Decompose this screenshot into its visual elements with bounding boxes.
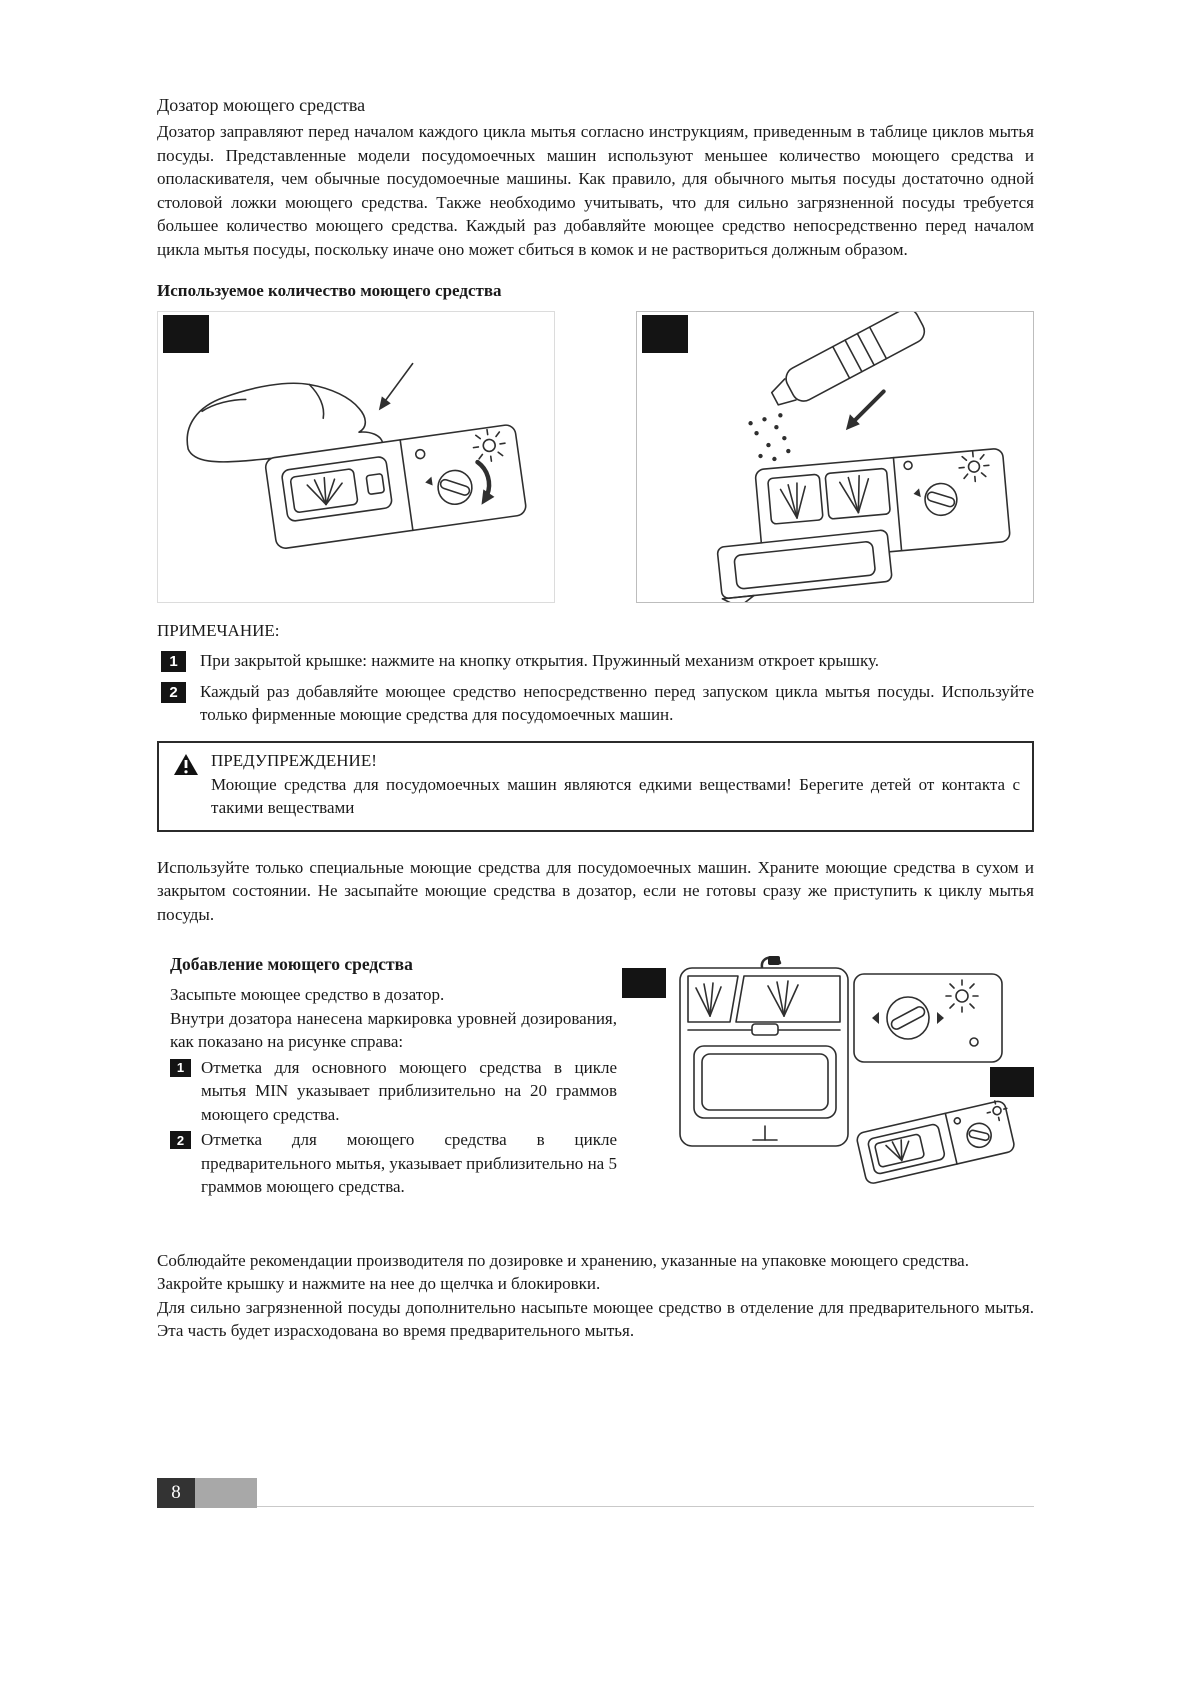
dispenser-closed-small: [855, 1099, 1016, 1185]
page-footer: [157, 1478, 1034, 1510]
figure-press-button-illustration: [158, 312, 554, 602]
note-1-badge: 1: [161, 651, 186, 672]
detergent-note-paragraph: Используйте только специальные моющие средства для посудомоечных машин. Храните моющие средства в сухом и закрытом состоянии. Не засыпайте моющие средства в дозатор, если не готовы сразу же приступить к циклу мытья посуды.: [157, 857, 1034, 924]
adding-1-badge: 1: [170, 1059, 191, 1077]
note-title: ПРИМЕЧАНИЕ:: [157, 621, 280, 640]
page-number: 8: [157, 1478, 195, 1508]
note-item-2: [157, 680, 1034, 727]
page-number-bar: [195, 1478, 257, 1508]
figures-row: [157, 311, 1034, 603]
figure-2-marker: [642, 315, 688, 353]
adding-text-column: [157, 954, 617, 1199]
closing-paragraphs: [157, 1249, 1034, 1343]
detergent-bottle: [766, 312, 928, 414]
adding-section: [157, 954, 1034, 1199]
page-content: [157, 95, 1034, 1343]
adding-2-text: Отметка для моющего средства в цикле предварительного мытья, указывает приблизительно на 5 граммов моющего средства.: [201, 1130, 617, 1196]
figure-press-button: [157, 311, 555, 603]
lid-hook: [762, 956, 780, 967]
note-1-text: При закрытой крышке: нажмите на кнопку открытия. Пружинный механизм откроет крышку.: [200, 651, 880, 670]
warning-box: [157, 741, 1034, 832]
dispenser-open-front: [680, 956, 848, 1146]
control-panel: [854, 974, 1002, 1062]
warning-title: ПРЕДУПРЕЖДЕНИЕ!: [211, 750, 377, 770]
arrow-down-icon: [379, 364, 413, 411]
closing-p2: Закройте крышку и нажмите на нее до щелчка и блокировки.: [157, 1274, 601, 1293]
adding-title: Добавление моющего средства: [170, 954, 413, 974]
adding-item-2: [170, 1128, 617, 1199]
note-item-1: [157, 649, 1034, 673]
adding-1-text: Отметка для основного моющего средства в цикле мытья MIN указывает приблизительно на 20 граммов моющего средства.: [201, 1057, 617, 1124]
dosage-marking-illustration: [622, 954, 1034, 1186]
section-title-dispenser: Дозатор моющего средства: [157, 95, 366, 115]
closing-p1: Соблюдайте рекомендации производителя по дозировке и хранению, указанные на упаковке моющего средства.: [157, 1250, 969, 1270]
warning-text-column: [211, 751, 1020, 820]
footer-rule: [257, 1506, 1034, 1507]
adding-2-badge: 2: [170, 1131, 191, 1149]
warning-triangle-icon: [173, 751, 211, 820]
note-2-text: Каждый раз добавляйте моющее средство непосредственно перед запуском цикла мытья посуды. Используйте только фирменные моющие средства для посудомоечных машин.: [200, 681, 1034, 724]
marking-callout-left: [622, 968, 666, 998]
dispenser-paragraph: Дозатор заправляют перед началом каждого цикла мытья согласно инструкциям, приведенным в таблице циклов мытья посуды. Представленные модели посудомоечных машин используют меньшее количество моющего средства и ополаскивателя, чем обычные посудомоечные машины. Как правило, для обычного мытья посуды достаточно одной столовой ложки моющего средства. Также необходимо учитывать, что для сильно загрязненной посуды требуется большее количество моющего средства. Каждый раз добавляйте моющее средство непосредственно перед началом цикла мытья посуды, поскольку иначе оно может сбиться в комок и не раствориться должным образом.: [157, 122, 1034, 259]
arrow-down-icon: [846, 391, 884, 430]
dosage-marking-figure: [622, 954, 1034, 1186]
note-2-badge: 2: [161, 682, 186, 703]
figure-1-marker: [163, 315, 209, 353]
figure-pour-detergent-illustration: [637, 312, 1033, 602]
open-lid: [717, 530, 893, 602]
figure-pour-detergent: [636, 311, 1034, 603]
adding-intro-1: Засыпьте моющее средство в дозатор.: [170, 985, 445, 1004]
adding-item-1: [170, 1056, 617, 1127]
adding-intro-2: Внутри дозатора нанесена маркировка уровней дозирования, как показано на рисунке справа:: [170, 1008, 617, 1051]
marking-callout-right: [990, 1067, 1034, 1097]
granules: [748, 413, 790, 461]
closing-p3: Для сильно загрязненной посуды дополнительно насыпьте моющее средство в отделение для предварительного мытья. Эта часть будет израсходована во время предварительного мытья.: [157, 1297, 1034, 1340]
warning-body: Моющие средства для посудомоечных машин являются едкими веществами! Берегите детей от контакта с такими веществами: [211, 774, 1020, 817]
section-title-amount: Используемое количество моющего средства: [157, 281, 502, 300]
